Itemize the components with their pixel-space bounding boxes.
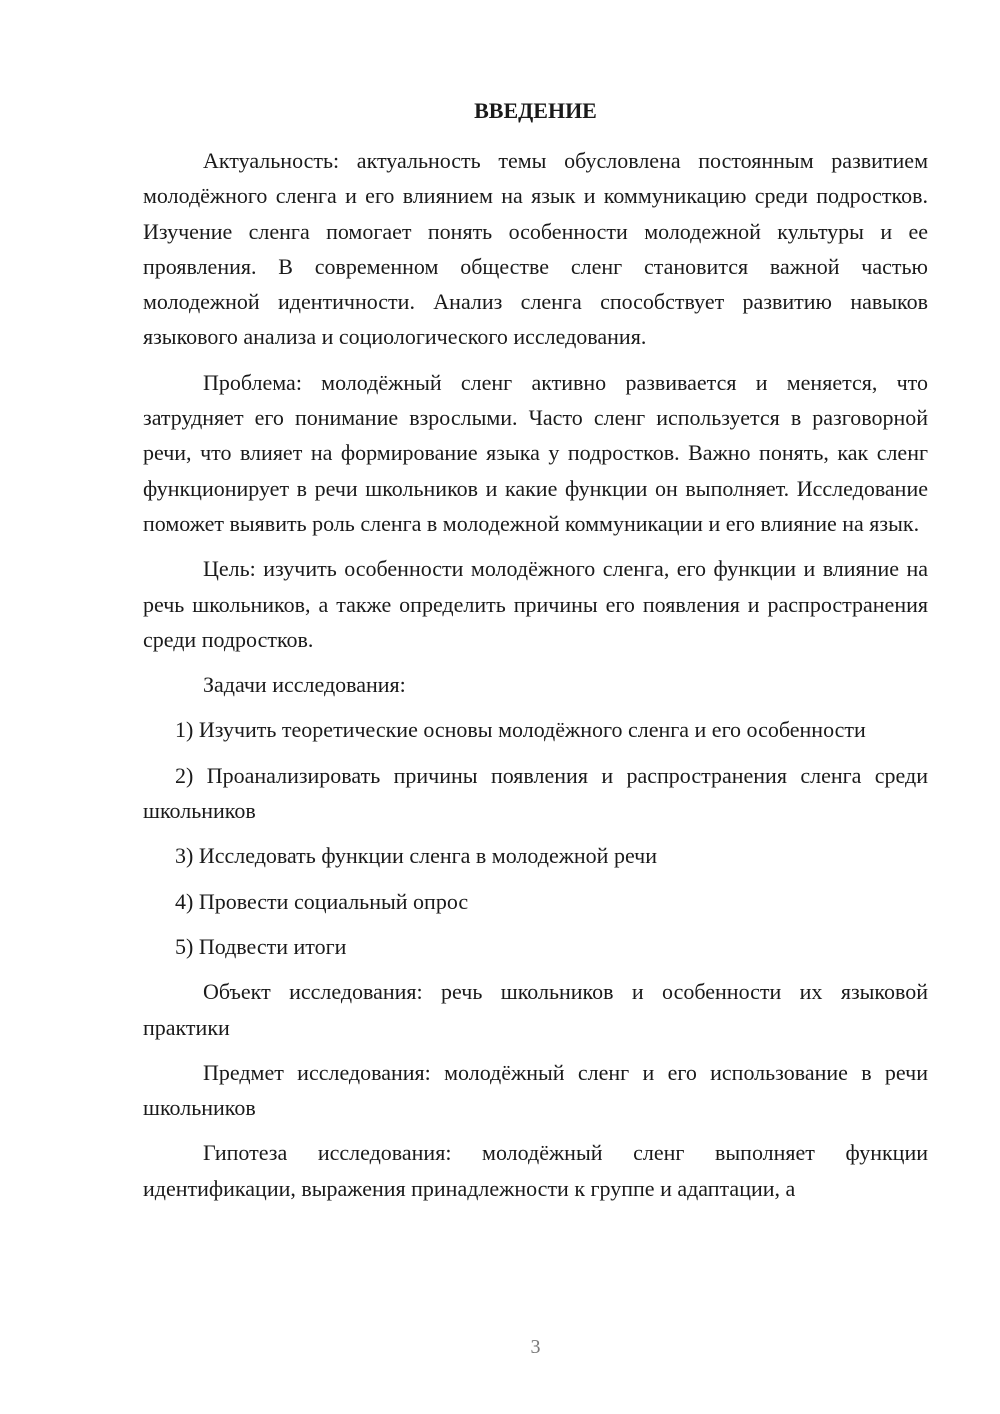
task-item: 4) Провести социальный опрос [175,888,469,914]
problem-paragraph: Проблема: молодёжный сленг активно развивается и меняется, что затрудняет его понимание взрослыми. Часто сленг используется в разговорной речи, что влияет на формирование языка у подростков. Важно понять, как сленг функционирует в речи школьников и какие функции он выполняет. Исследование поможет выявить роль сленга в молодежной коммуникации и его влияние на язык. [143,369,928,536]
tasks-list [143,712,928,964]
object-paragraph: Объект исследования: речь школьников и особенности их языковой практики [143,979,928,1040]
task-item: 2) Проанализировать причины появления и распространения сленга среди школьников [143,762,928,824]
task-item: 5) Подвести итоги [175,933,347,959]
document-page [143,0,928,1414]
relevance-paragraph: Актуальность: актуальность темы обусловлена постоянным развитием молодёжного сленга и его влиянием на язык и коммуникацию среди подростков. Изучение сленга помогает понять особенности молодежной культуры и ее проявления. В современном обществе сленг становится важной частью молодежной идентичности. Анализ сленга способствует развитию навыков языкового анализа и социологического исследования. [143,148,928,350]
page-number: 3 [530,1336,541,1358]
goal-paragraph: Цель: изучить особенности молодёжного сленга, его функции и влияние на речь школьников, а также определить причины его появления и распространения среди подростков. [143,556,928,652]
subject-paragraph: Предмет исследования: молодёжный сленг и его использование в речи школьников [143,1059,928,1121]
task-item: 3) Исследовать функции сленга в молодежной речи [175,843,658,869]
task-item: 1) Изучить теоретические основы молодёжного сленга и его особенности [175,717,866,743]
page-title: ВВЕДЕНИЕ [474,98,597,123]
document-body [143,143,928,1206]
hypothesis-paragraph: Гипотеза исследования: молодёжный сленг выполняет функции идентификации, выражения принадлежности к группе и адаптации, а [143,1140,928,1201]
tasks-heading: Задачи исследования: [203,672,406,698]
